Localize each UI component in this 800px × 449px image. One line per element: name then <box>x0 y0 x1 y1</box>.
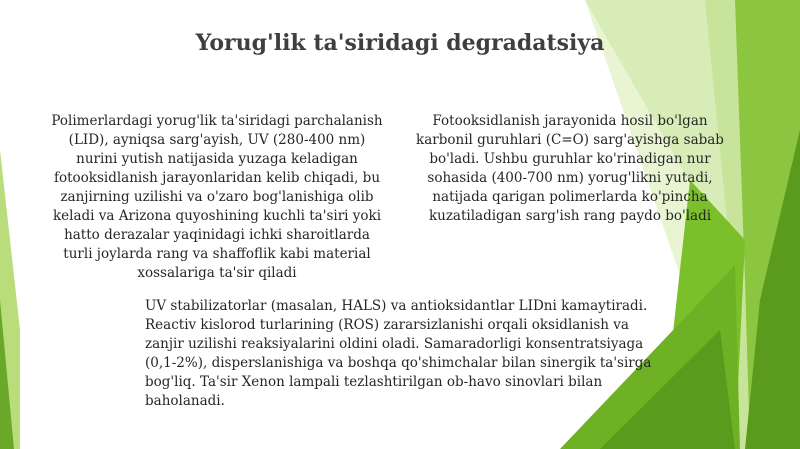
bottom-paragraph: UV stabilizatorlar (masalan, HALS) va antioksidantlar LIDni kamaytiradi. Reactiv kislorod turlarining (ROS) zararsizlanishi orqali oksidlanish va zanjir uzilishi reaksiyalarini oldini oladi. Samaradorligi konsentratsiyaga (0,1-2%), disperslanishiga va boshqa qo'shimchalar bilan sinergik ta'sirga bog'liq. Ta'sir Xenon lampali tezlashtirilgan ob-havo sinovlari bilan baholanadi. <box>145 298 652 409</box>
right-paragraph: Fotooksidlanish jarayonida hosil bo'lgan karbonil guruhlari (C=O) sarg'ayishga sabab bo'ladi. Ushbu guruhlar ko'rinadigan nur sohasida (400-700 nm) yorug'likni yutadi, natijada qarigan polimerlarda ko'pincha kuzatiladigan sarg'ish rang paydo bo'ladi <box>416 113 724 224</box>
slide-title: Yorug'lik ta'siridagi degradatsiya <box>195 30 605 56</box>
left-paragraph: Polimerlardagi yorug'lik ta'siridagi parchalanish (LID), ayniqsa sarg'ayish, UV (280-400 nm) nurini yutish natijasida yuzaga keladigan fotooksidlanish jarayonlaridan kelib chiqadi, bu zanjirning uzilishi va o'zaro bog'lanishiga olib keladi va Arizona quyoshining kuchli ta'siri yoki hatto derazalar yaqinidagi ichki sharoitlarda turli joylarda rang va shaffoflik kabi material xossalariga ta'sir qiladi <box>51 113 383 281</box>
